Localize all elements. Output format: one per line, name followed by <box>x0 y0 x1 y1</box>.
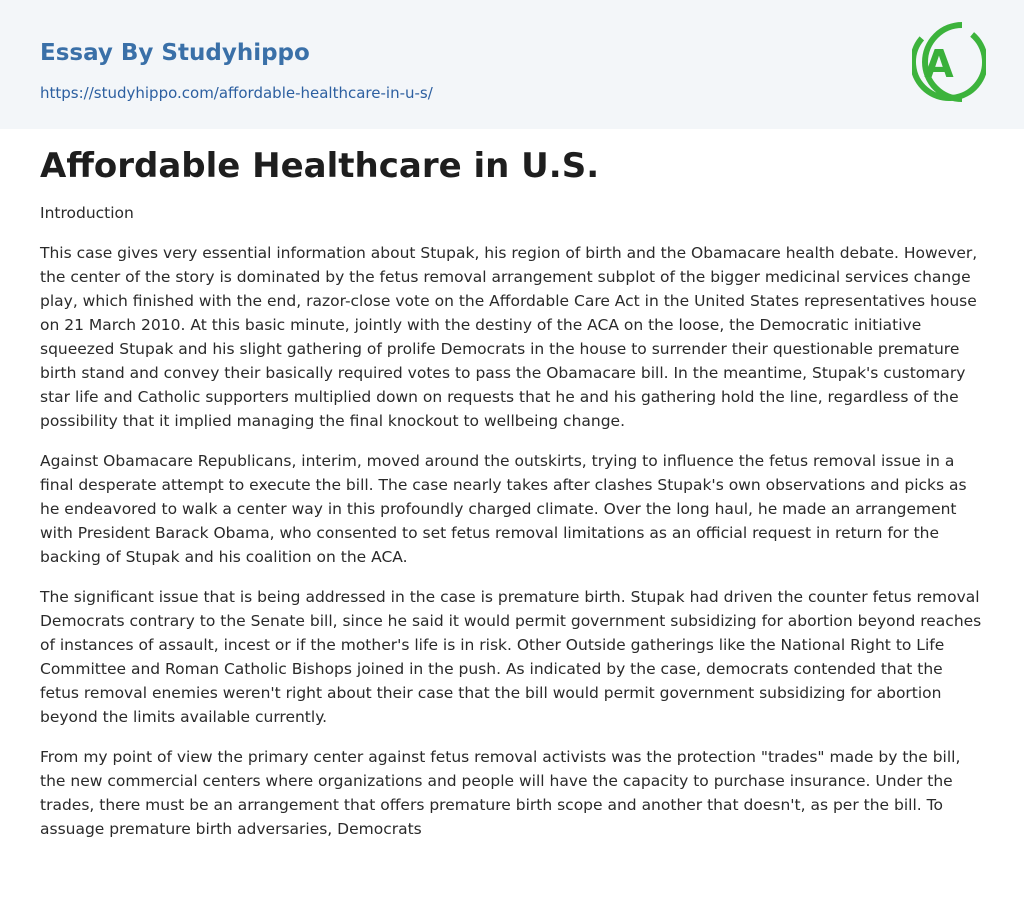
paragraph: This case gives very essential information about Stupak, his region of birth and the Obamacare health debate. However, the center of the story is dominated by the fetus removal arrangement subplot of the bigger medicinal services change play, which finished with the end, razor-close vote on the Affordable Care Act in the United States representatives house on 21 March 2010. At this basic minute, jointly with the destiny of the ACA on the loose, the Democratic initiative squeezed Stupak and his slight gathering of prolife Democrats in the house to surrender their questionable premature birth stand and convey their basically required votes to pass the Obamacare bill. In the meantime, Stupak's customary star life and Catholic supporters multiplied down on requests that he and his gathering hold the line, regardless of the possibility that it implied managing the final knockout to wellbeing change. <box>40 244 978 430</box>
paragraph: Against Obamacare Republicans, interim, moved around the outskirts, trying to influence the fetus removal issue in a final desperate attempt to execute the bill. The case nearly takes after clashes Stupak's own observations and picks as he endeavored to walk a center way in this profoundly charged climate. Over the long haul, he made an arrangement with President Barack Obama, who consented to set fetus removal limitations as an official request in return for the backing of Stupak and his coalition on the ACA. <box>40 452 967 566</box>
studyhippo-logo-icon[interactable] <box>912 19 986 105</box>
site-header <box>0 0 1024 129</box>
essay-url-link[interactable]: https://studyhippo.com/affordable-healthcare-in-u-s/ <box>40 84 433 102</box>
article-body <box>40 201 985 857</box>
logo-letter: A <box>924 42 954 86</box>
paragraph-introduction: Introduction <box>40 204 134 222</box>
page-title: Affordable Healthcare in U.S. <box>40 146 600 186</box>
paragraph: The significant issue that is being addressed in the case is premature birth. Stupak had driven the counter fetus removal Democrats contrary to the Senate bill, since he said it would permit government subsidizing for abortion beyond reaches of instances of assault, incest or if the mother's life is in risk. Other Outside gatherings like the National Right to Life Committee and Roman Catholic Bishops joined in the push. As indicated by the case, democrats contended that the fetus removal enemies weren't right about their case that the bill would permit government subsidizing for abortion beyond the limits available currently. <box>40 588 982 726</box>
brand-title[interactable]: Essay By Studyhippo <box>40 40 310 66</box>
paragraph: From my point of view the primary center against fetus removal activists was the protection "trades" made by the bill, the new commercial centers where organizations and people will have the capacity to purchase insurance. Under the trades, there must be an arrangement that offers premature birth scope and another that doesn't, as per the bill. To assuage premature birth adversaries, Democrats <box>40 748 961 838</box>
